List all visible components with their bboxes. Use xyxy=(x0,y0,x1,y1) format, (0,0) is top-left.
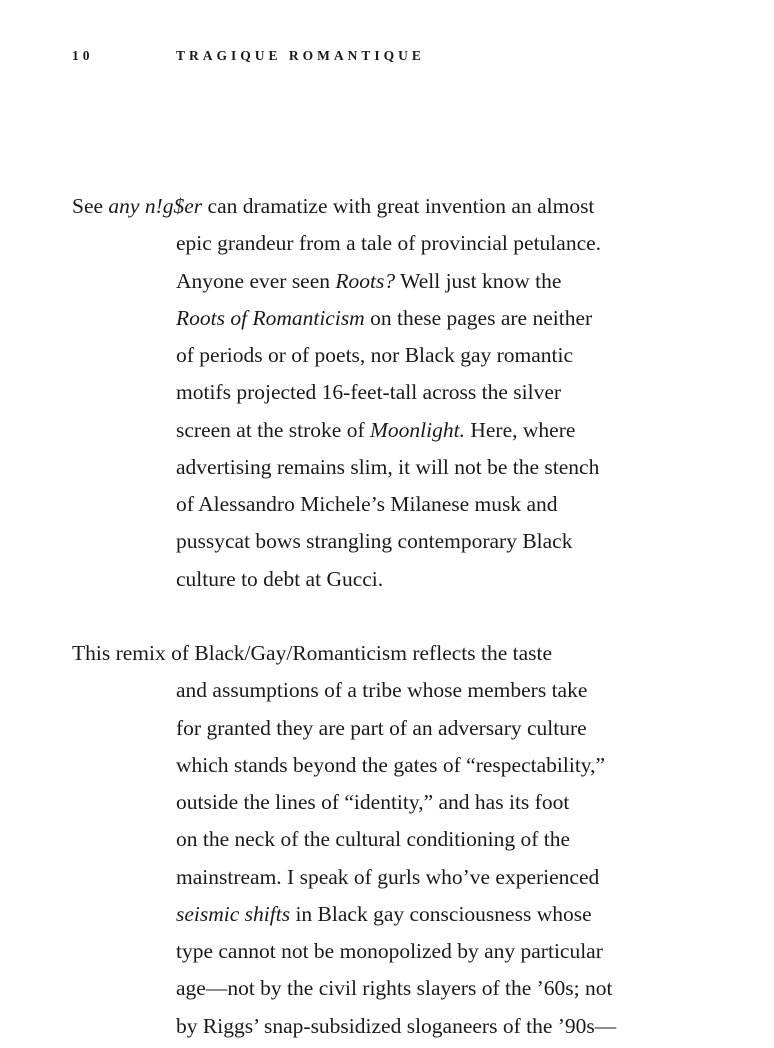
text-line xyxy=(72,672,712,709)
text-run: advertising remains slim, it will not be the stench xyxy=(176,454,600,479)
text-line xyxy=(72,300,712,337)
text-run: Anyone ever seen xyxy=(176,268,336,293)
text-run: can dramatize with great invention an almost xyxy=(202,194,595,218)
running-title: TRAGIQUE ROMANTIQUE xyxy=(176,48,425,63)
text-line xyxy=(72,374,712,411)
text-line xyxy=(72,784,712,821)
text-run: Here, where xyxy=(464,417,576,442)
text-run: of Alessandro Michele’s Milanese musk and xyxy=(176,492,558,516)
text-run: which stands beyond the gates of “respectability,” xyxy=(176,752,606,777)
paragraph-2 xyxy=(72,635,712,1045)
italic-run: seismic shifts xyxy=(176,901,291,926)
text-line xyxy=(72,412,712,449)
italic-run: Roots? xyxy=(335,268,396,293)
text-line xyxy=(72,747,712,784)
text-run: epic grandeur from a tale of provincial petulance. xyxy=(176,231,602,256)
text-line xyxy=(72,970,712,1007)
text-run: motifs projected 16-feet-tall across the silver xyxy=(176,380,562,405)
text-line xyxy=(72,486,712,523)
text-line xyxy=(72,449,712,486)
text-run: See xyxy=(72,194,109,218)
text-run: of periods or of poets, nor Black gay romantic xyxy=(176,343,574,367)
paragraph-1 xyxy=(72,188,712,598)
text-run: type cannot not be monopolized by any particular xyxy=(176,939,603,963)
text-line xyxy=(72,337,712,374)
italic-run: Roots of Romanticism xyxy=(176,305,365,330)
text-run: outside the lines of “identity,” and has its foot xyxy=(176,790,570,814)
text-line xyxy=(72,1008,712,1045)
text-line xyxy=(72,821,712,858)
text-run: Well just know the xyxy=(395,268,562,293)
text-line xyxy=(72,523,712,560)
text-run: pussycat bows strangling contemporary Black xyxy=(176,529,573,554)
text-run: and assumptions of a tribe whose members take xyxy=(176,678,588,703)
text-line xyxy=(72,933,712,970)
text-run: This remix of Black/Gay/Romanticism reflects the taste xyxy=(72,641,553,665)
text-line xyxy=(72,561,712,598)
text-run: mainstream. I speak of gurls who’ve experienced xyxy=(176,864,600,889)
text-run: for granted they are part of an adversary culture xyxy=(176,715,587,740)
text-run: in Black gay consciousness whose xyxy=(290,901,592,926)
page-number: 10 xyxy=(72,48,94,63)
text-line xyxy=(72,188,712,225)
text-run: on the neck of the cultural conditioning of the xyxy=(176,827,571,852)
text-line xyxy=(72,859,712,896)
text-line xyxy=(72,635,712,672)
text-run: age—not by the civil rights slayers of the ’60s; not xyxy=(176,976,613,1001)
text-line xyxy=(72,225,712,262)
text-run: on these pages are neither xyxy=(364,305,593,330)
text-line xyxy=(72,896,712,933)
italic-run: Moonlight. xyxy=(370,417,465,442)
running-head xyxy=(72,48,425,64)
text-run: by Riggs’ snap-subsidized sloganeers of the ’90s— xyxy=(176,1013,617,1038)
text-line xyxy=(72,710,712,747)
text-line xyxy=(72,263,712,300)
text-run: screen at the stroke of xyxy=(176,417,371,442)
text-run: culture to debt at Gucci. xyxy=(176,566,384,591)
italic-run: any n!g$er xyxy=(108,194,203,218)
